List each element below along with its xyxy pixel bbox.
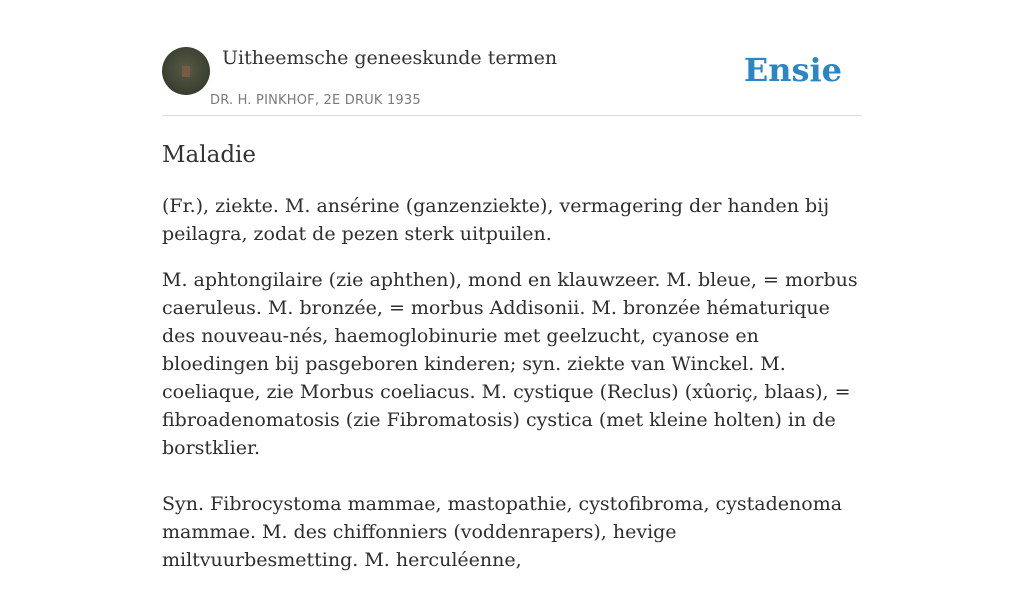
book-cover-avatar[interactable] [162, 47, 210, 95]
entry-paragraph: Syn. Fibrocystoma mammae, mastopathie, cystofibroma, cystadenoma mammae. M. des chiffonniers (voddenrapers), hevige miltvuurbesmetting. M. herculéenne, [162, 493, 843, 571]
entry-paragraph: M. aphtongilaire (zie aphthen), mond en klauwzeer. M. bleue, = morbus caeruleus. M. bronzée, = morbus Addisonii. M. bronzée hématurique des nouveau-nés, haemoglobinurie met geelzucht, cyanose en bloedingen bij pasgeboren kinderen; syn. ziekte van Winckel. M. coeliaque, zie Morbus coeliacus. M. cystique (Reclus) (xûoriç, blaas), = fibroadenomatosis (zie Fibromatosis) cystica (met kleine holten) in de borstklier. [162, 269, 858, 459]
header [162, 0, 862, 116]
entry-title: Maladie [162, 142, 257, 168]
site-logo[interactable]: Ensie [743, 51, 842, 89]
book-author: DR. H. PINKHOF, 2E DRUK 1935 [210, 93, 421, 108]
page [162, 0, 862, 571]
book-title[interactable]: Uitheemsche geneeskunde termen [222, 47, 558, 69]
entry-content [162, 192, 862, 592]
entry-paragraph: (Fr.), ziekte. M. ansérine (ganzenziekte), vermagering der handen bij peilagra, zodat de pezen sterk uitpuilen. [162, 195, 830, 245]
book-cover-image [182, 66, 190, 77]
